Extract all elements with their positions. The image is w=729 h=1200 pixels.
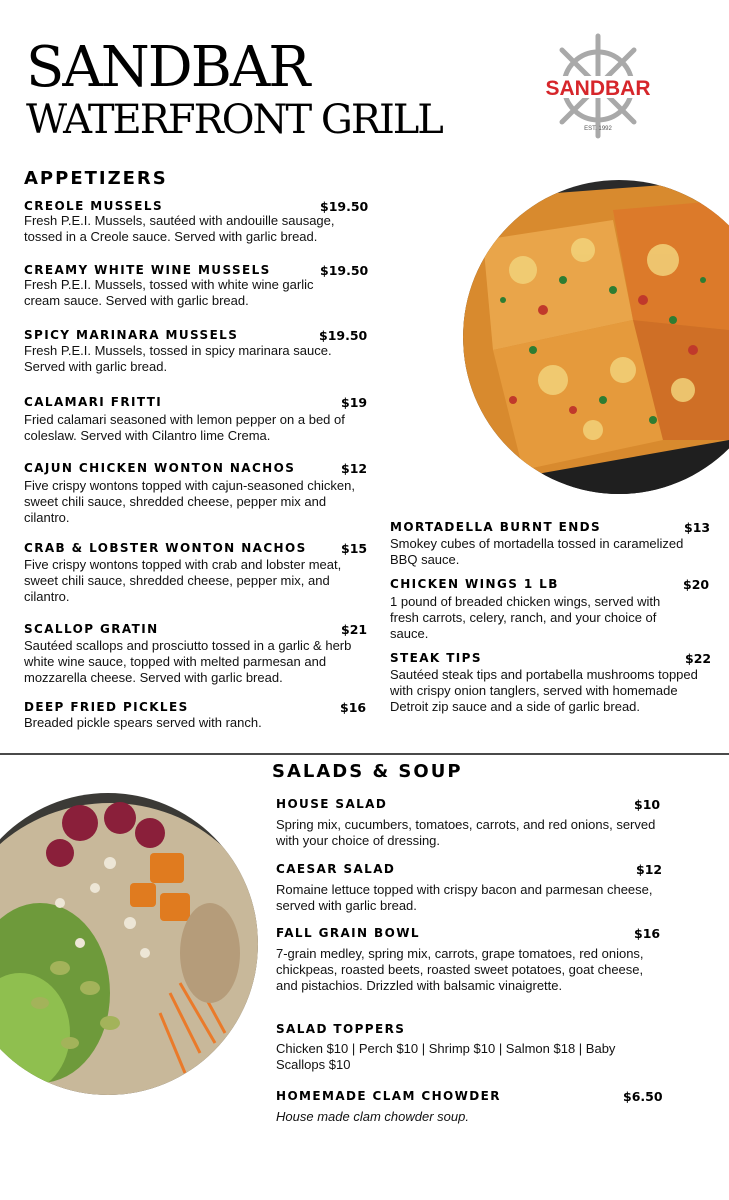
item-description: Romaine lettuce topped with crispy bacon and parmesan cheese, served with garlic bread. (276, 882, 653, 913)
logo-wordmark: SANDBAR (545, 77, 651, 100)
restaurant-subtitle: WATERFRONT GRILL (26, 97, 442, 143)
item-price: $19.50 (319, 328, 368, 343)
item-price: $16 (634, 926, 661, 941)
item-price: $12 (636, 862, 663, 877)
section-title-appetizers: APPETIZERS (24, 168, 168, 189)
item-name: DEEP FRIED PICKLES (24, 700, 189, 714)
item-name: CREOLE MUSSELS (24, 199, 163, 213)
item-price: $6.50 (623, 1089, 663, 1104)
item-name: SCALLOP GRATIN (24, 622, 159, 636)
section-divider (0, 753, 729, 755)
item-description: Five crispy wontons topped with crab and lobster meat, sweet chili sauce, shredded cheese, pepper mix, and cilantro. (24, 557, 342, 604)
item-description: Five crispy wontons topped with cajun-seasoned chicken, sweet chili sauce, shredded cheese, pepper mix and cilantro. (24, 478, 355, 525)
item-description: House made clam chowder soup. (276, 1109, 469, 1124)
item-description: Sautéed scallops and prosciutto tossed in a garlic & herb white wine sauce, topped with melted parmesan and mozzarella cheese. Served with garlic bread. (24, 638, 352, 685)
logo-est: EST. 1992 (584, 126, 612, 132)
item-price: $19.50 (320, 263, 369, 278)
wonton-nachos-photo (463, 180, 729, 494)
item-price: $15 (341, 541, 368, 556)
item-name: CALAMARI FRITTI (24, 395, 163, 409)
item-description: 1 pound of breaded chicken wings, served with fresh carrots, celery, ranch, and your choice of sauce. (390, 594, 661, 641)
item-price: $20 (683, 577, 710, 592)
item-price: $21 (341, 622, 368, 637)
item-price: $19 (341, 395, 368, 410)
item-name: SPICY MARINARA MUSSELS (24, 328, 239, 342)
item-description: Sautéed steak tips and portabella mushrooms topped with crispy onion tanglers, served with homemade Detroit zip sauce and a side of garlic bread. (390, 667, 698, 714)
item-description: Chicken $10 | Perch $10 | Shrimp $10 | Salmon $18 | Baby Scallops $10 (276, 1041, 616, 1072)
item-price: $19.50 (320, 199, 369, 214)
item-description: Spring mix, cucumbers, tomatoes, carrots, and red onions, served with your choice of dressing. (276, 817, 656, 848)
item-name: CHICKEN WINGS 1 LB (390, 577, 559, 591)
item-description: Fresh P.E.I. Mussels, sautéed with andouille sausage, tossed in a Creole sauce. Served with garlic bread. (24, 213, 335, 244)
item-name: HOUSE SALAD (276, 797, 388, 811)
item-name: MORTADELLA BURNT ENDS (390, 520, 602, 534)
item-price: $10 (634, 797, 661, 812)
item-description: Fried calamari seasoned with lemon pepper on a bed of coleslaw. Served with Cilantro lime Crema. (24, 412, 345, 443)
item-name: CAESAR SALAD (276, 862, 396, 876)
item-description: Breaded pickle spears served with ranch. (24, 715, 262, 730)
sandbar-logo (536, 30, 660, 140)
item-description: Fresh P.E.I. Mussels, tossed in spicy marinara sauce. Served with garlic bread. (24, 343, 332, 374)
restaurant-name: SANDBAR (26, 35, 309, 100)
item-name: CREAMY WHITE WINE MUSSELS (24, 263, 271, 277)
item-price: $13 (684, 520, 711, 535)
item-name: HOMEMADE CLAM CHOWDER (276, 1089, 501, 1103)
item-name: STEAK TIPS (390, 651, 482, 665)
item-price: $16 (340, 700, 367, 715)
section-title-salads: SALADS & SOUP (272, 761, 463, 782)
item-name: SALAD TOPPERS (276, 1022, 406, 1036)
item-price: $12 (341, 461, 368, 476)
item-description: 7-grain medley, spring mix, carrots, grape tomatoes, red onions, chickpeas, roasted beets, roasted sweet potatoes, goat cheese, and pistachios. Drizzled with balsamic vinaigrette. (276, 946, 644, 993)
item-name: FALL GRAIN BOWL (276, 926, 420, 940)
item-description: Fresh P.E.I. Mussels, tossed with white wine garlic cream sauce. Served with garlic bread. (24, 277, 314, 308)
item-description: Smokey cubes of mortadella tossed in caramelized BBQ sauce. (390, 536, 684, 567)
item-name: CAJUN CHICKEN WONTON NACHOS (24, 461, 296, 475)
item-price: $22 (685, 651, 712, 666)
item-name: CRAB & LOBSTER WONTON NACHOS (24, 541, 307, 555)
grain-bowl-photo (0, 793, 258, 1095)
